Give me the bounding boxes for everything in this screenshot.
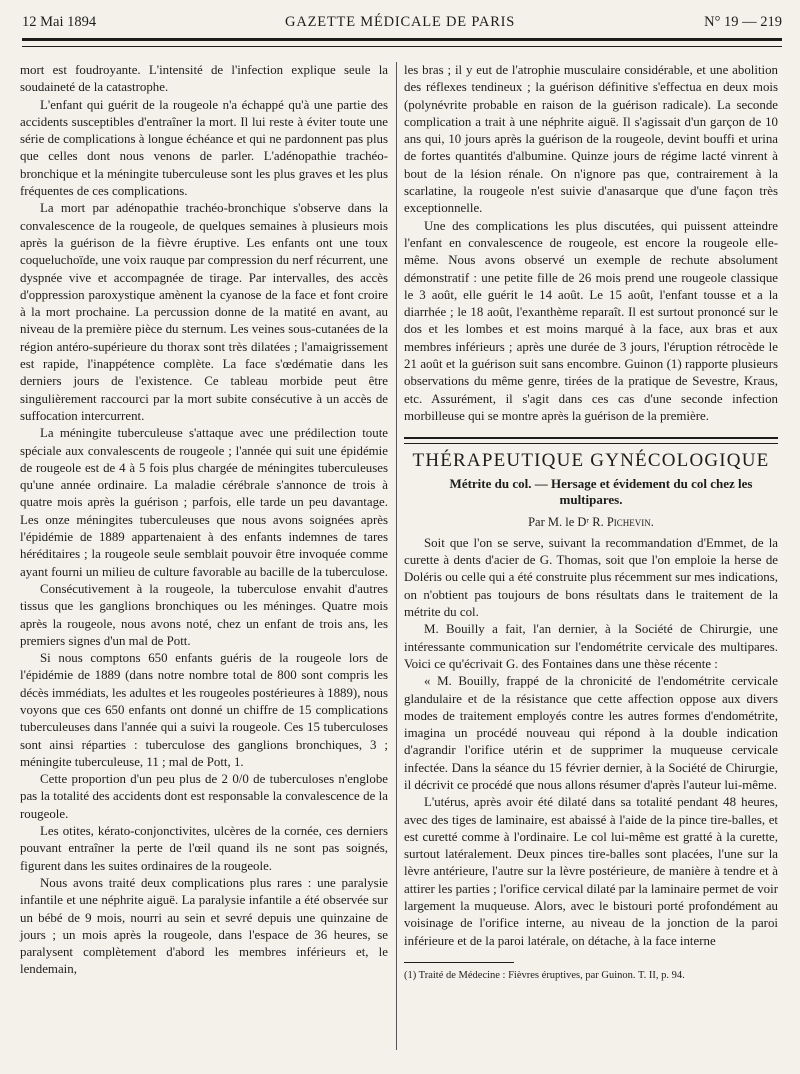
footnote-rule — [404, 962, 514, 963]
separator: — — [742, 13, 761, 30]
issue-date: 12 Mai 1894 — [22, 13, 97, 30]
section-rule — [404, 437, 778, 444]
issue-number: N° 19 — [704, 13, 739, 30]
running-head — [22, 10, 782, 34]
paragraph: Cette proportion d'un peu plus de 2 0/0 de tuberculoses n'englobe pas la totalité des accidents dont est responsable la convalescence de la rougeole. — [20, 772, 388, 821]
paragraph: « M. Bouilly, frappé de la chronicité de l'endométrite cervicale glandulaire et de la résistance que cette affection oppose aux divers modes de traitement employés contre les autres formes d'endométrite, imagina un procédé nouveau qui répond à la double indication d'agrandir l'orifice utérin et de supprimer la muqueuse cervicale infectée. Dans la séance du 15 février dernier, à la Société de Chirurgie, il décrivit ce procédé que nous allons résumer d'après l'auteur lui-même. — [404, 674, 778, 792]
byline — [404, 514, 778, 531]
section-title: THÉRAPEUTIQUE GYNÉCOLOGIQUE — [412, 450, 770, 472]
paragraph: L'enfant qui guérit de la rougeole n'a échappé qu'à une partie des accidents susceptibles d'entraîner la mort. Il lui reste à éviter toute une série de complications à longue échéance et qui ne pardonnent pas plus que celles dont nous venons de parler. L'adénopathie trachéo-bronchique et la méningite tuberculeuse sont les plus graves et les plus fréquentes de ces complications. — [20, 97, 388, 199]
article-subtitle: Métrite du col. — Hersage et évidement du col chez les multipares. — [449, 475, 753, 507]
header-rule-thick — [22, 38, 782, 41]
header-rule-thin — [22, 46, 782, 47]
paragraph: Si nous comptons 650 enfants guéris de la rougeole lors de l'épidémie de 1889 (dans notre nombre total de 800 sont compris les décès immédiats, les adultes et les rougeoles postérieures à 1889), nous voyons que ces 650 enfants ont donné un chiffre de 15 complications tuberculeuses dans l'année qui a suivi la rougeole. Ces 15 tuberculoses sont ainsi réparties : tuberculose des ganglions bronchiques, 3 ; méningite tuberculeuse, 11 ; mal de Pott, 1. — [20, 651, 388, 769]
column-divider — [396, 62, 397, 1050]
paragraph: La méningite tuberculeuse s'attaque avec une prédilection toute spéciale aux convalescents de rougeole ; l'année qui suit une épidémie de rougeole est de 4 à 5 fois plus chargée de méningites tuberculeuses qu'une année ordinaire. La maladie cérébrale s'annonce de trois à quatre mois après la guérison ; parfois, elle tarde un peu davantage. Les onze méningites tuberculeuses que nous avons soignées après l'épidémie de 1889 appartenaient à des enfants indemnes de tares héréditaires ; la rougeole seule semblait pouvoir être invoquée comme ayant fourni un milieu de culture favorable au bacille de la tuberculose. — [20, 426, 388, 579]
byline-author: R. Pichevin. — [592, 514, 654, 529]
left-column — [20, 62, 388, 979]
paragraph: mort est foudroyante. L'intensité de l'infection explique seule la soudaineté de la catastrophe. — [20, 63, 388, 95]
footnote: (1) Traité de Médecine : Fièvres éruptives, par Guinon. T. II, p. 94. — [404, 969, 685, 981]
journal-title: GAZETTE MÉDICALE DE PARIS — [285, 13, 516, 30]
paragraph: Soit que l'on se serve, suivant la recommandation d'Emmet, de la curette à dents d'acier de G. Thomas, soit que l'on emploie la herse de Doléris ou celle qui a été construite plus récemment sur mes indications, on n'obtient pas toujours de bons résultats dans le traitement de la métrite du col. — [404, 535, 778, 620]
paragraph: La mort par adénopathie trachéo-bronchique s'observe dans la convalescence de la rougeole, de quelques semaines à plusieurs mois après la guérison de la fièvre éruptive. Les enfants ont une toux coqueluchoïde, une voix rauque par compression du nerf récurrent, une dyspnée vive et accompagnée de tirage. Par intervalles, des accès d'oppression paroxystique amènent la cyanose de la face et font croire à la mort prochaine. La percussion donne de la matité en avant, au niveau de la première pièce du sternum. Les veines sous-cutanées de la région antéro-supérieure du thorax sont très dilatées ; l'amaigrissement est rapide, l'inappétence complète. La face s'œdématie dans les derniers jours de l'existence. Ce tableau morbide peut être singulièrement raccourci par la mort subite consécutive à un accès de suffocation intercurrent. — [20, 201, 388, 423]
issue-number-page — [704, 14, 782, 31]
paragraph: L'utérus, après avoir été dilaté dans sa totalité pendant 48 heures, avec des tiges de laminaire, est abaissé à l'aide de la pince tire-balles, et est curetté comme à l'ordinaire. Le col lui-même est gratté à la curette, surtout latéralement. Deux pinces tire-balles sont placées, l'une sur la lèvre antérieure, l'autre sur la lèvre postérieure, de manière à tendre et à attirer les parties ; l'orifice cervical dilaté par la laminaire permet de voir largement la muqueuse. Alors, avec le bistouri porté profondément au voisinage de l'orifice interne, au niveau de la jonction de la paroi inférieure et de la paroi latérale, on détache, à la face interne — [404, 795, 778, 948]
paragraph: les bras ; il y eut de l'atrophie musculaire considérable, et une abolition des réflexes tendineux ; la guérison définitive s'effectua en deux mois (polynévrite probable en raison de la guérison radicale). La seconde complication a trait à une néphrite aiguë. Il s'agissait d'un garçon de 10 ans qui, 10 jours après la guérison de la rougeole, devint bouffi et urina de fortes quantités d'albumine. Quinze jours de régime lacté vinrent à bout de la lésion rénale. On n'ignore pas que, contrairement à la scarlatine, la rougeole n'est suivie d'anasarque que d'une façon très exceptionnelle. — [404, 63, 778, 216]
paragraph: M. Bouilly a fait, l'an dernier, à la Société de Chirurgie, une intéressante communication sur l'endométrite cervicale des multipares. Voici ce qu'écrivait G. des Fontaines dans une thèse récente : — [404, 622, 778, 671]
right-column — [404, 62, 778, 983]
page-number: 219 — [760, 13, 782, 30]
paragraph: Nous avons traité deux complications plus rares : une paralysie infantile et une néphrite aiguë. La paralysie infantile a été observée sur un bébé de 9 mois, nourri au sein et sevré depuis une quinzaine de jours ; un mois après la rougeole, dans l'espace de 36 heures, se paralysent complètement d'abord les membres inférieurs et, le lendemain, — [20, 875, 388, 977]
paragraph: Consécutivement à la rougeole, la tuberculose envahit d'autres tissus que les ganglions bronchiques ou les méninges. Quatre mois après la rougeole, nous avons noté, chez un enfant de trois ans, les premiers signes d'un mal de Pott. — [20, 581, 388, 648]
paragraph: Une des complications les plus discutées, qui puissent atteindre l'enfant en convalescence de rougeole, est encore la rougeole elle-même. Nous avons observé un exemple de rechute absolument démonstratif : une petite fille de 26 mois prend une rougeole classique le 3 août, elle guérit le 14 août. Le 15 août, l'enfant tousse et a la diarrhée ; le 18 août, l'exanthème reparaît. Il est surtout prononcé sur le dos et les lombes et est moins marqué à la face, aux bras et aux membres inférieurs ; après une durée de 3 jours, l'éruption rétrocède le 21 août et la guérison suit sans encombre. Guinon (1) rapporte plusieurs observations du même genre, tirées de la pratique de Sevestre, Kraus, etc. Assurément, il s'agit dans ces cas d'une seconde infection morbilleuse qui se montre après la guérison de la première. — [404, 218, 778, 423]
paragraph: Les otites, kérato-conjonctivites, ulcères de la cornée, ces derniers pouvant entraîner la perte de l'œil quand ils ne sont pas soignés, figurent dans les suites ordinaires de la rougeole. — [20, 824, 388, 873]
byline-prefix: Par M. le Dʳ — [528, 514, 590, 529]
